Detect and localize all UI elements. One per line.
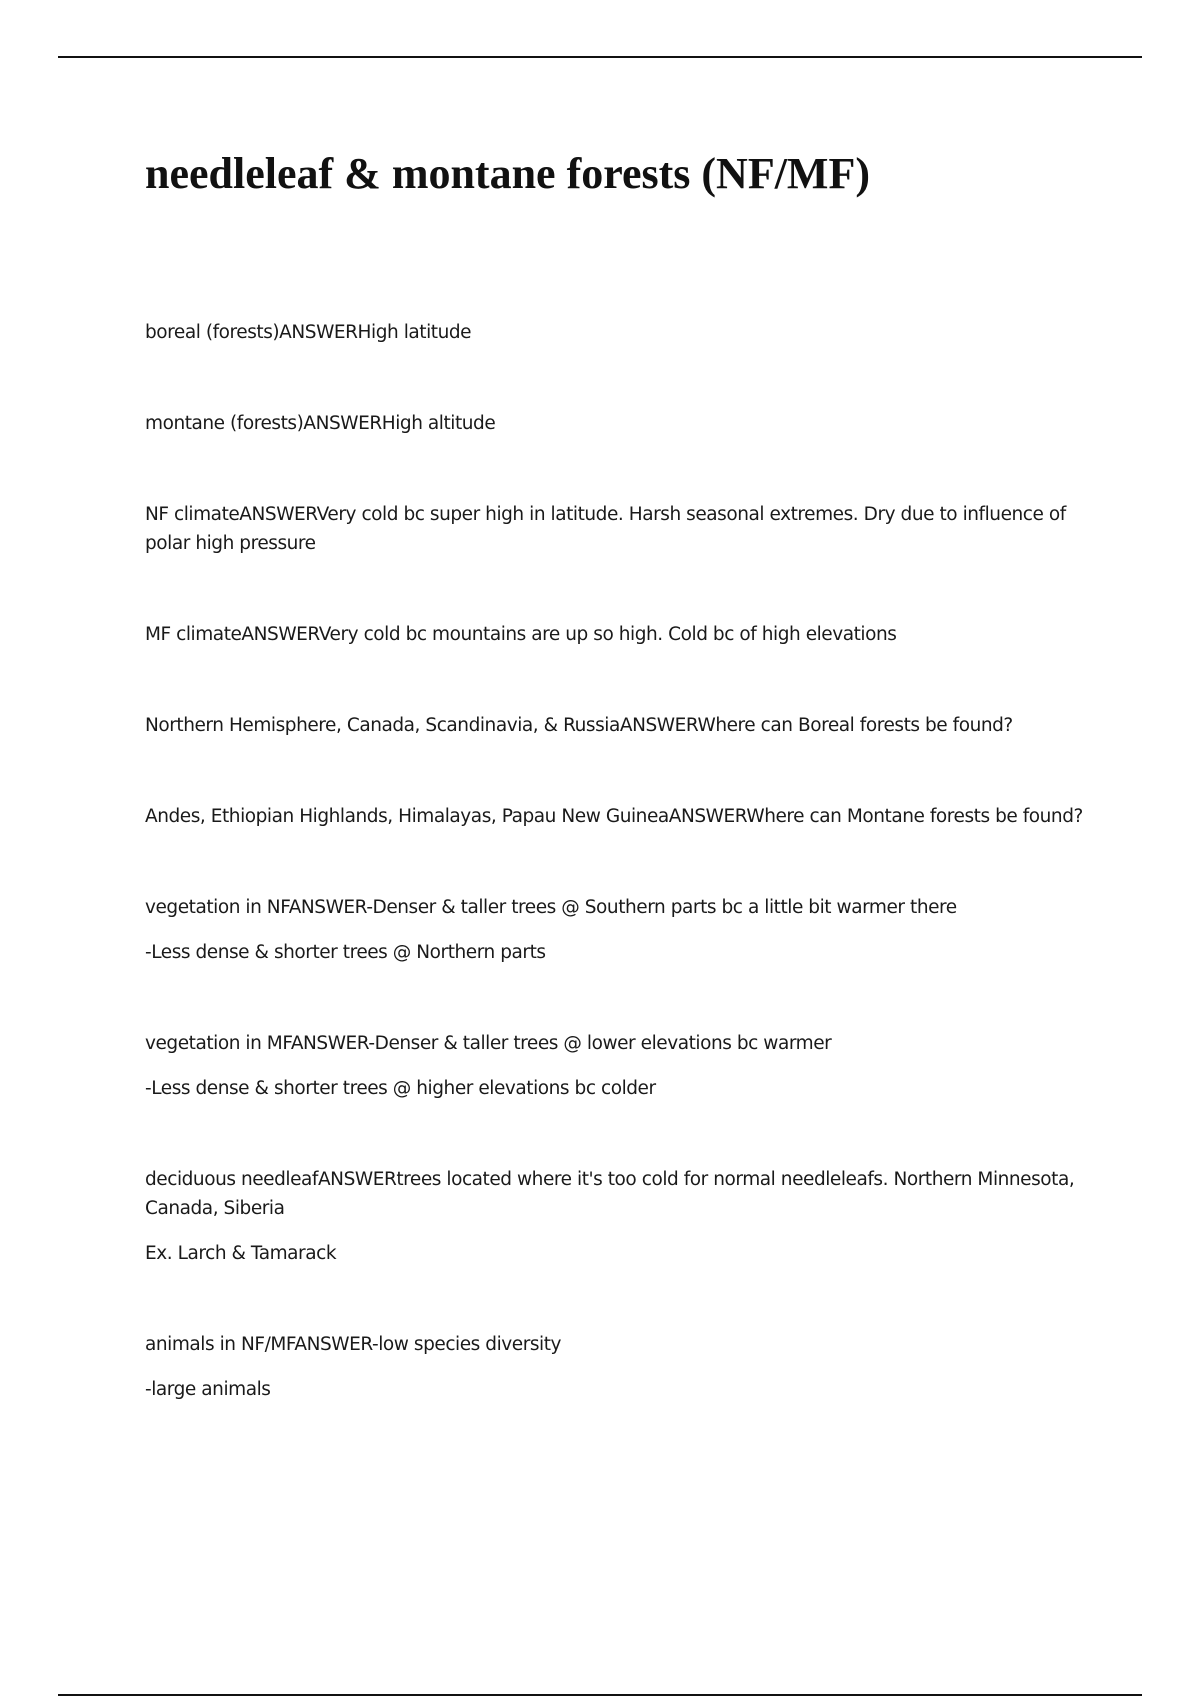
entry-text-continued: Ex. Larch & Tamarack (145, 1243, 337, 1264)
entry-text: deciduous needleafANSWERtrees located where it's too cold for normal needleleafs. Northern Minnesota, Canada, Siberia (145, 1169, 1075, 1219)
entry-text: animals in NF/MFANSWER-low species diversity (145, 1334, 562, 1355)
entry-text: vegetation in MFANSWER-Denser & taller trees @ lower elevations bc warmer (145, 1033, 832, 1054)
flashcard-entry (145, 893, 1085, 967)
flashcard-entry (145, 711, 1085, 740)
entry-text: MF climateANSWERVery cold bc mountains are up so high. Cold bc of high elevations (145, 624, 897, 645)
flashcard-entry (145, 409, 1085, 438)
page-title: needleleaf & montane forests (NF/MF) (145, 149, 870, 198)
entry-text: Northern Hemisphere, Canada, Scandinavia, & RussiaANSWERWhere can Boreal forests be found? (145, 715, 1013, 736)
flashcard-entry (145, 802, 1085, 831)
entry-text: montane (forests)ANSWERHigh altitude (145, 413, 496, 434)
top-rule (58, 56, 1142, 58)
entry-text: vegetation in NFANSWER-Denser & taller trees @ Southern parts bc a little bit warmer there (145, 897, 957, 918)
entry-text-continued: -Less dense & shorter trees @ Northern parts (145, 942, 546, 963)
flashcard-entry (145, 1330, 1085, 1404)
flashcard-list (145, 318, 1085, 1466)
bottom-rule (58, 1694, 1142, 1696)
flashcard-entry (145, 500, 1085, 558)
flashcard-entry (145, 1165, 1085, 1268)
entry-text: boreal (forests)ANSWERHigh latitude (145, 322, 472, 343)
flashcard-entry (145, 1029, 1085, 1103)
entry-text: NF climateANSWERVery cold bc super high in latitude. Harsh seasonal extremes. Dry due to influence of polar high pressure (145, 504, 1066, 554)
entry-text: Andes, Ethiopian Highlands, Himalayas, Papau New GuineaANSWERWhere can Montane forests be found? (145, 806, 1083, 827)
flashcard-entry (145, 620, 1085, 649)
flashcard-entry (145, 318, 1085, 347)
entry-text-continued: -large animals (145, 1379, 271, 1400)
entry-text-continued: -Less dense & shorter trees @ higher elevations bc colder (145, 1078, 656, 1099)
